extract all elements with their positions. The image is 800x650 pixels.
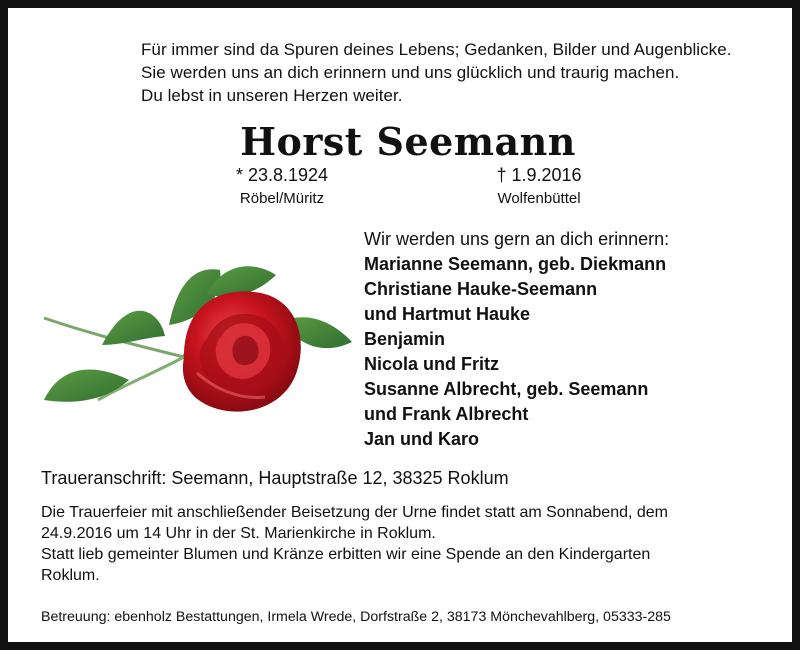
memorial-poem (141, 38, 732, 107)
ceremony-details (41, 502, 668, 586)
mourner-name: Nicola und Fritz (364, 354, 499, 374)
death-date: † 1.9.2016 (496, 165, 582, 185)
ceremony-line: Statt lieb gemeinter Blumen und Kränze erbitten wir eine Spende an den Kindergarten (41, 546, 651, 563)
mourners-list (364, 227, 669, 452)
ceremony-line: 24.9.2016 um 14 Uhr in der St. Marienkirche in Roklum. (41, 525, 436, 542)
ceremony-line: Roklum. (41, 567, 100, 584)
funeral-service-info: Betreuung: ebenholz Bestattungen, Irmela Wrede, Dorfstraße 2, 38173 Mönchevahlberg, 05333-285 (41, 609, 671, 625)
red-rose-icon (34, 253, 354, 423)
mourner-name: Marianne Seemann, geb. Diekmann (364, 254, 667, 274)
mourning-address: Traueranschrift: Seemann, Hauptstraße 12, 38325 Roklum (41, 468, 509, 488)
mourner-name: und Frank Albrecht (364, 404, 529, 424)
poem-line: Für immer sind da Spuren deines Lebens; Gedanken, Bilder und Augenblicke. (141, 40, 732, 59)
mourner-name: Jan und Karo (364, 429, 480, 449)
mourner-name: Susanne Albrecht, geb. Seemann (364, 379, 649, 399)
mourner-name: Benjamin (364, 329, 446, 349)
death-place: Wolfenbüttel (497, 190, 581, 207)
mourner-name: Christiane Hauke-Seemann (364, 279, 598, 299)
mourner-name: und Hartmut Hauke (364, 304, 531, 324)
birth-date: * 23.8.1924 (235, 165, 329, 185)
poem-line: Sie werden uns an dich erinnern und uns glücklich und traurig machen. (141, 63, 680, 82)
birth-place: Röbel/Müritz (239, 190, 325, 207)
ceremony-line: Die Trauerfeier mit anschließender Beisetzung der Urne findet statt am Sonnabend, dem (41, 504, 668, 521)
poem-line: Du lebst in unseren Herzen weiter. (141, 86, 403, 105)
mourners-intro: Wir werden uns gern an dich erinnern: (364, 229, 670, 249)
deceased-name: Horst Seemann (240, 119, 576, 164)
